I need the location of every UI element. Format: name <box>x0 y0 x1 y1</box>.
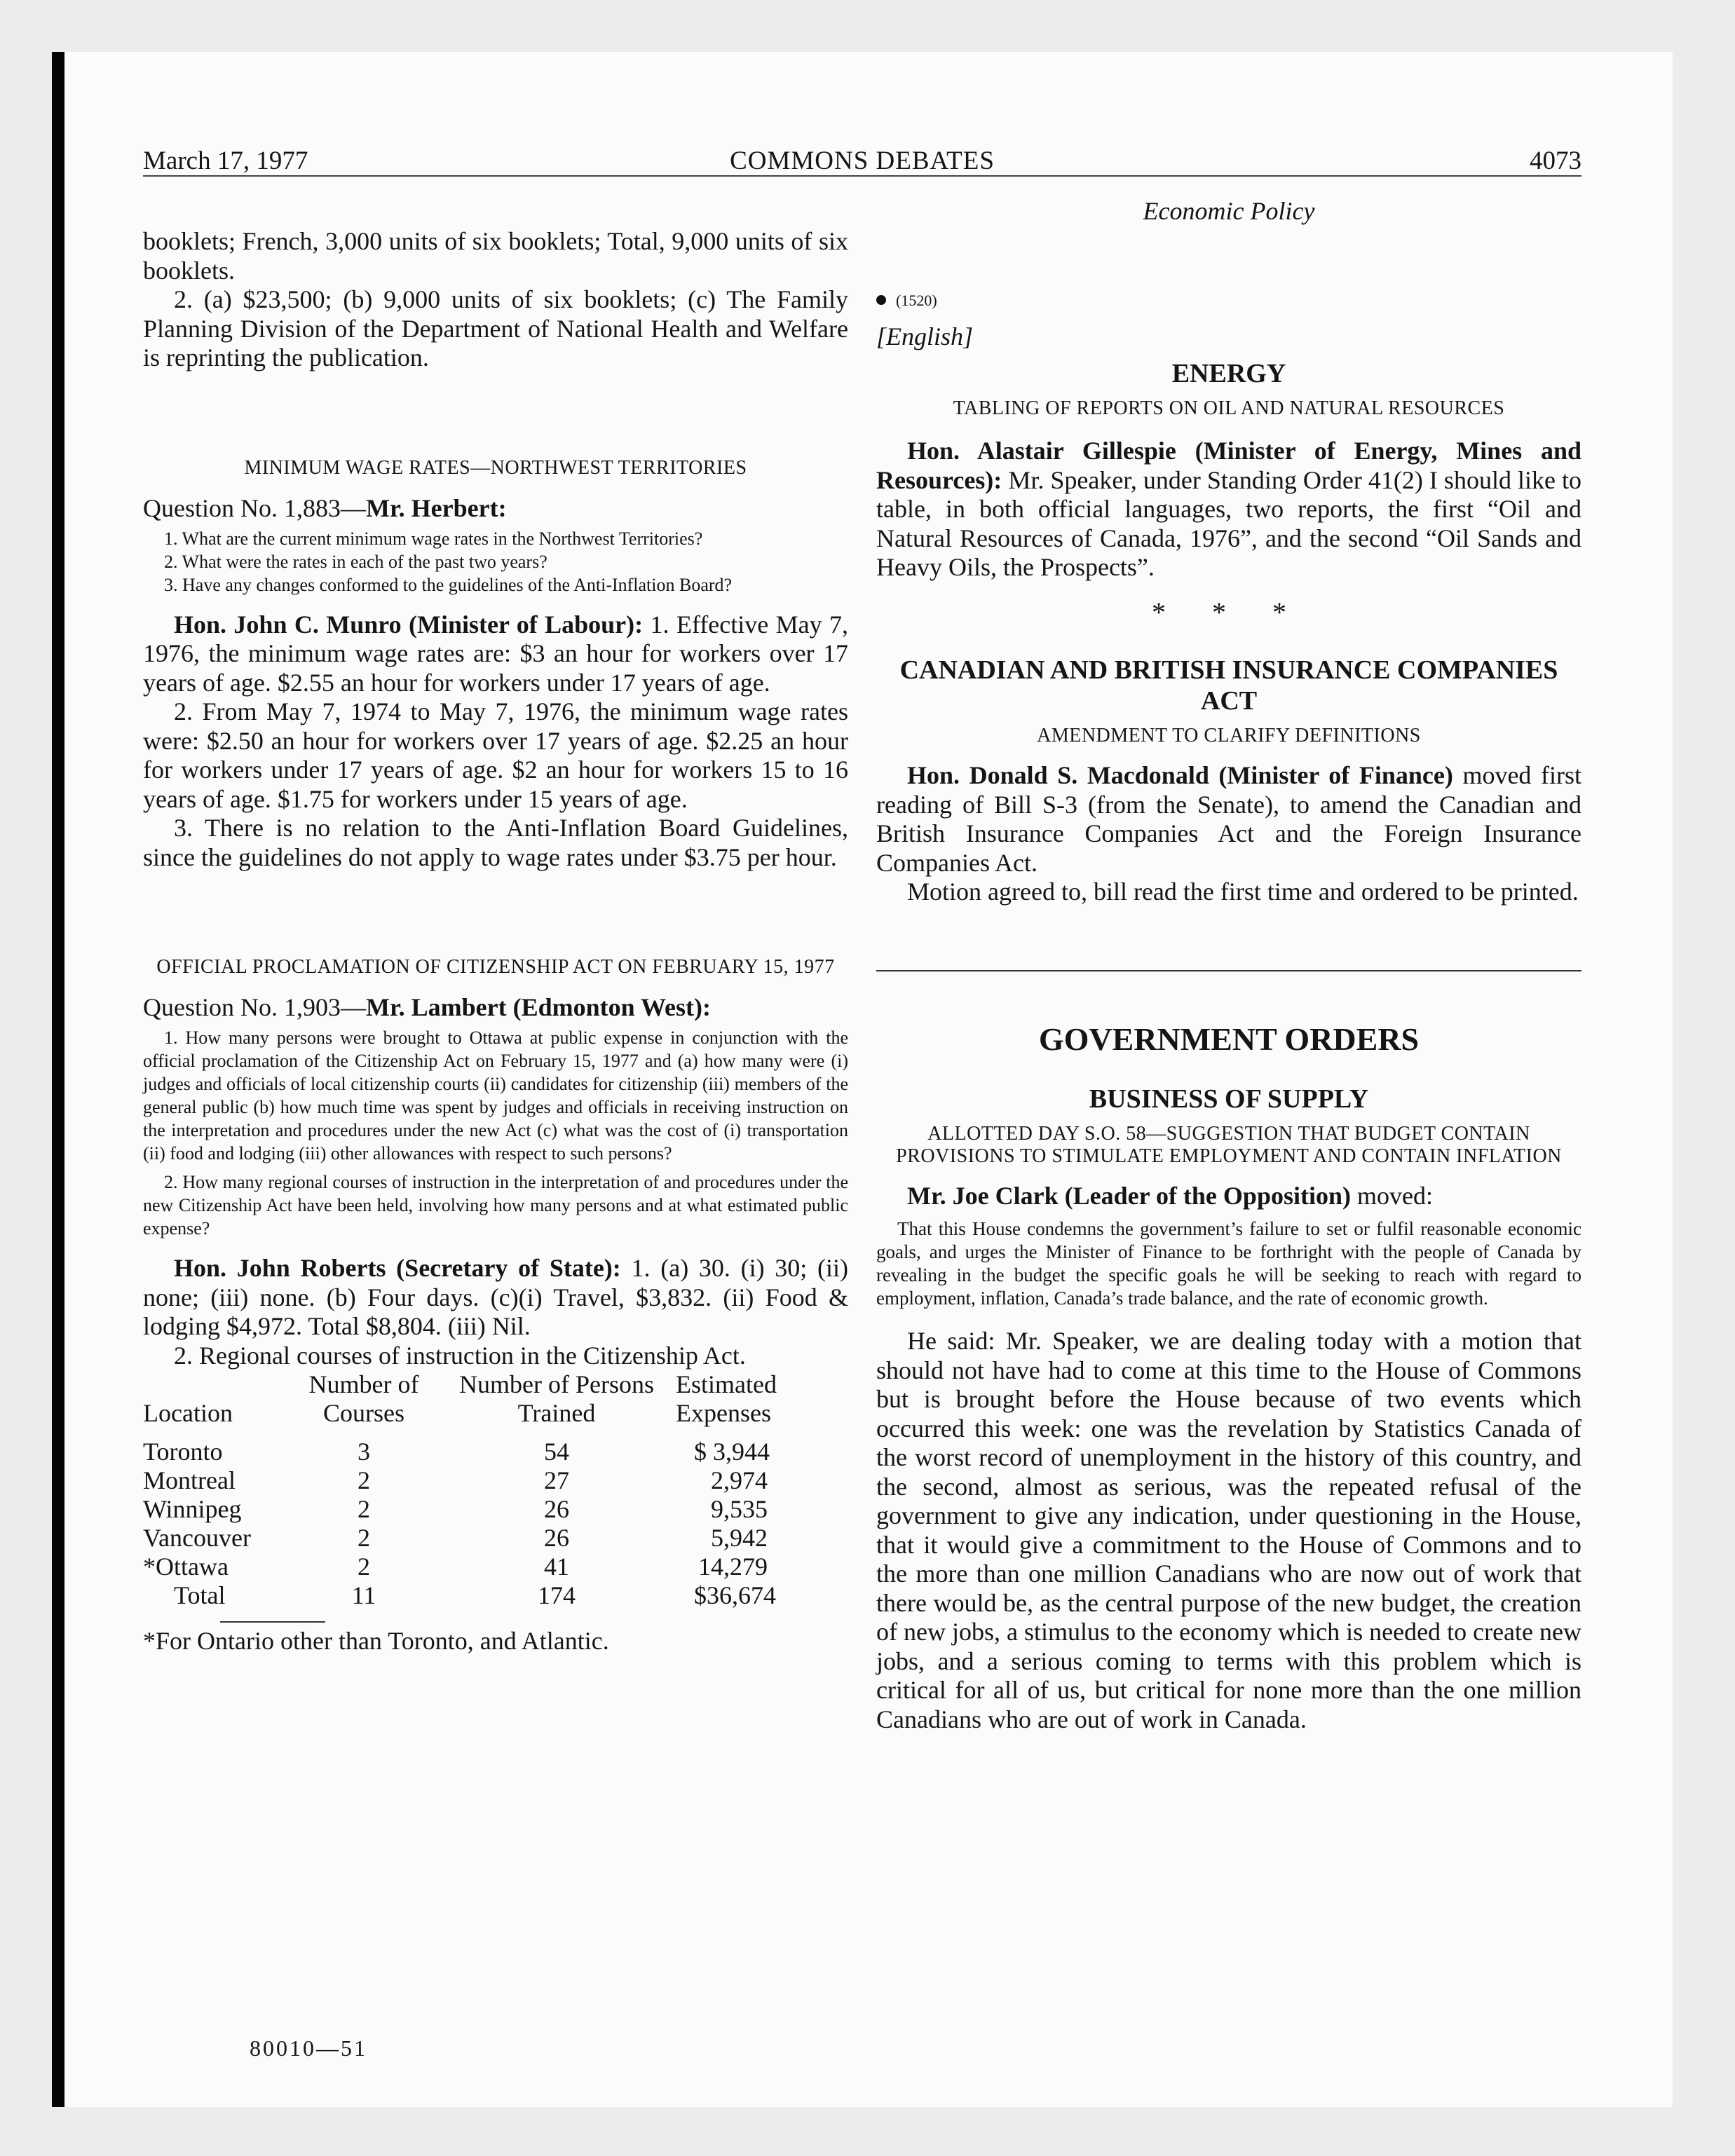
citizenship-question-line <box>143 992 848 1022</box>
min-wage-q2: 2. What were the rates in each of the past two years? <box>164 551 547 572</box>
business-of-supply-heading: BUSINESS OF SUPPLY <box>1089 1084 1369 1114</box>
motion-text: That this House condemns the government’s failure to set or fulfil reasonable economic goals, and urges the Minister of Finance to be forthright with the people of Canada by revealing in the budget the specific goals he will be seeking to reach with regard to employment, inflation, Canada’s trade balance, and the rate of economic growth. <box>876 1218 1581 1309</box>
min-wage-q1: 1. What are the current minimum wage rates in the Northwest Territories? <box>164 528 703 549</box>
speaker-name: Hon. Donald S. Macdonald (Minister of Finance) <box>907 761 1453 789</box>
table-row <box>143 1495 844 1524</box>
header-title: COMMONS DEBATES <box>730 146 995 175</box>
cell-expenses: $ 3,944 <box>694 1438 770 1466</box>
cell-expenses: 5,942 <box>711 1524 768 1552</box>
cell-trained: 27 <box>544 1466 569 1494</box>
cell-expenses: $36,674 <box>694 1581 776 1609</box>
cell-courses: 2 <box>358 1524 370 1552</box>
speech-paragraph: He said: Mr. Speaker, we are dealing today with a motion that should not have had to come at this time to the House of Commons but is brought before the House because of two events which occurred this week: one was the revelation by Statistics Canada of the worst record of unemployment in the history of this country, and the second, almost as serious, was the repeated refusal of the government to give any indication, under questioning in the House, that it would give a commitment to the House of Commons and to the more than one million Canadians who are now out of work that there would be, as the central purpose of the new budget, the creation of new jobs, a stimulus to the economy which is needed to create new jobs, and a serious coming to terms with this problem which is critical for all of us, but critical for none more than the one million Canadians who are out of work in Canada. <box>876 1327 1581 1733</box>
col-header-location: Location <box>143 1399 233 1427</box>
insurance-heading: CANADIAN AND BRITISH INSURANCE COMPANIES ACT <box>899 655 1558 716</box>
running-head: Economic Policy <box>1143 197 1315 225</box>
statement-text: Mr. Speaker, under Standing Order 41(2) I should like to table, in both official languages, two reports, the first “Oil and Natural Resources of Canada, 1976”, and the second “Oil Sands and Heavy Oils, the Prospects”. <box>876 465 1581 581</box>
answer-text: 1. Effective May 7, 1976, the minimum wage rates are: $3 an hour for workers over 17 years of age. $2.55 an hour for workers under 17 years of age. <box>143 610 848 697</box>
question-member: Mr. Herbert: <box>366 493 507 522</box>
time-marker <box>876 283 1581 315</box>
cell-courses: 2 <box>358 1553 370 1581</box>
cell-courses: 2 <box>358 1495 370 1523</box>
min-wage-answer-2: 2. From May 7, 1974 to May 7, 1976, the minimum wage rates were: $2.50 an hour for workers over 17 years of age. $2.25 an hour for workers under 17 years of age. $2 an hour for workers 15 to 16 years of age. $1.75 for workers under 15 years of age. <box>143 697 848 813</box>
cell-location: Toronto <box>143 1438 223 1466</box>
citizenship-q2: 2. How many regional courses of instruction in the interpretation of and procedures under the new Citizenship Act have been held, involving how many persons and at what estimated public expense? <box>143 1172 848 1239</box>
government-orders-heading: GOVERNMENT ORDERS <box>1038 1021 1420 1057</box>
cell-location: Vancouver <box>143 1524 251 1552</box>
left-column <box>143 227 848 1656</box>
citizenship-answer-1 <box>143 1254 848 1342</box>
cell-expenses: 9,535 <box>711 1495 768 1523</box>
cell-courses: 3 <box>358 1438 370 1466</box>
insurance-subheading: AMENDMENT TO CLARIFY DEFINITIONS <box>1037 725 1421 746</box>
citizenship-heading: OFFICIAL PROCLAMATION OF CITIZENSHIP ACT ON FEBRUARY 15, 1977 <box>156 956 835 978</box>
answer-text: 1. (a) 30. (i) 30; (ii) none; (iii) none. (b) Four days. (c)(i) Travel, $3,832. (ii) Food & lodging $4,972. Total $8,804. (iii) Nil. <box>143 1254 848 1340</box>
answer-speaker: Hon. John Roberts (Secretary of State): <box>174 1254 621 1282</box>
motion-mover <box>876 1182 1581 1211</box>
cell-expenses: 14,279 <box>698 1553 768 1581</box>
min-wage-answer-3: 3. There is no relation to the Anti-Inflation Board Guidelines, since the guidelines do not apply to wage rates under $3.75 per hour. <box>143 814 848 871</box>
col-header-expenses-1: Estimated <box>676 1370 777 1398</box>
col-header-courses-1: Number of <box>308 1370 419 1398</box>
regional-courses-table <box>143 1370 844 1610</box>
min-wage-question-line <box>143 493 848 523</box>
speaker-name: Hon. Alastair Gillespie (Minister of Energy, Mines and Resources): <box>876 437 1581 494</box>
footnote-rule <box>220 1621 325 1623</box>
bullet-icon <box>876 295 886 305</box>
table-row <box>143 1553 844 1581</box>
citizenship-q1: 1. How many persons were brought to Ottawa at public expense in conjunction with the official proclamation of the Citizenship Act on February 15, 1977 and (a) how many were (i) judges and officials of local citizenship courts (ii) candidates for citizenship (iii) members of the general public (b) how much time was spent by judges and officials in receiving instruction on the interpretation and procedures under the new Act (c) what was the cost of (i) transportation (ii) food and lodging (iii) other allowances with respect to such persons? <box>143 1028 848 1164</box>
answer-speaker: Hon. John C. Munro (Minister of Labour): <box>174 610 644 639</box>
time-stamp: (1520) <box>896 292 937 309</box>
cell-trained: 41 <box>544 1553 569 1581</box>
cell-trained: 54 <box>544 1438 569 1466</box>
allotted-day-heading: ALLOTTED DAY S.O. 58—SUGGESTION THAT BUDGET CONTAIN PROVISIONS TO STIMULATE EMPLOYMENT AND CONTAIN INFLATION <box>896 1122 1562 1167</box>
moved-text: moved: <box>1350 1181 1433 1210</box>
cell-location: Total <box>174 1581 226 1609</box>
insurance-statement <box>876 761 1581 878</box>
question-member: Mr. Lambert (Edmonton West): <box>366 993 711 1021</box>
table-row <box>143 1466 844 1495</box>
table-row <box>143 1438 844 1466</box>
min-wage-answer-1 <box>143 610 848 698</box>
question-number: Question No. 1,903— <box>143 993 366 1021</box>
citizenship-answer-2: 2. Regional courses of instruction in the Citizenship Act. <box>174 1341 746 1370</box>
energy-subheading: TABLING OF REPORTS ON OIL AND NATURAL RESOURCES <box>953 397 1505 419</box>
intro-paragraph-2: 2. (a) $23,500; (b) 9,000 units of six booklets; (c) The Family Planning Division of the Department of National Health and Welfare is reprinting the publication. <box>143 285 848 371</box>
energy-statement <box>876 437 1581 582</box>
min-wage-heading: MINIMUM WAGE RATES—NORTHWEST TERRITORIES <box>244 456 747 479</box>
insurance-motion-result: Motion agreed to, bill read the first time and ordered to be printed. <box>907 878 1579 906</box>
intro-paragraph-1: booklets; French, 3,000 units of six booklets; Total, 9,000 units of six booklets. <box>143 227 848 285</box>
col-header-persons-1: Number of Persons <box>459 1370 654 1398</box>
table-row-total <box>143 1581 844 1610</box>
scan-edge <box>52 52 64 2107</box>
header-page-number: 4073 <box>1530 146 1581 175</box>
cell-location: Montreal <box>143 1466 236 1494</box>
cell-trained: 26 <box>544 1495 569 1523</box>
header-date: March 17, 1977 <box>143 146 308 175</box>
table-footnote: *For Ontario other than Toronto, and Atlantic. <box>143 1627 609 1655</box>
col-header-expenses-2: Expenses <box>676 1399 771 1427</box>
col-header-courses-2: Courses <box>323 1399 404 1427</box>
min-wage-q3: 3. Have any changes conformed to the guidelines of the Anti-Inflation Board? <box>164 574 733 595</box>
cell-trained: 26 <box>544 1524 569 1552</box>
question-number: Question No. 1,883— <box>143 493 366 522</box>
cell-location: *Ottawa <box>143 1553 229 1581</box>
section-separator-stars: * * * <box>1152 596 1306 628</box>
energy-heading: ENERGY <box>1171 359 1286 388</box>
statement-text: moved first reading of Bill S-3 (from the Senate), to amend the Canadian and British Insurance Companies Act and the Foreign Insurance Companies Act. <box>876 761 1581 877</box>
table-row <box>143 1524 844 1553</box>
language-marker: [English] <box>876 322 974 350</box>
document-page <box>52 52 1673 2107</box>
printer-code: 80010—51 <box>250 2035 367 2061</box>
cell-expenses: 2,974 <box>711 1466 768 1494</box>
speaker-name: Mr. Joe Clark (Leader of the Opposition) <box>907 1181 1351 1210</box>
cell-courses: 11 <box>351 1581 376 1609</box>
right-column <box>876 247 1581 1734</box>
cell-courses: 2 <box>358 1466 370 1494</box>
cell-location: Winnipeg <box>143 1495 242 1523</box>
page-header <box>143 146 1581 177</box>
cell-trained: 174 <box>538 1581 576 1609</box>
col-header-persons-2: Trained <box>517 1399 596 1427</box>
